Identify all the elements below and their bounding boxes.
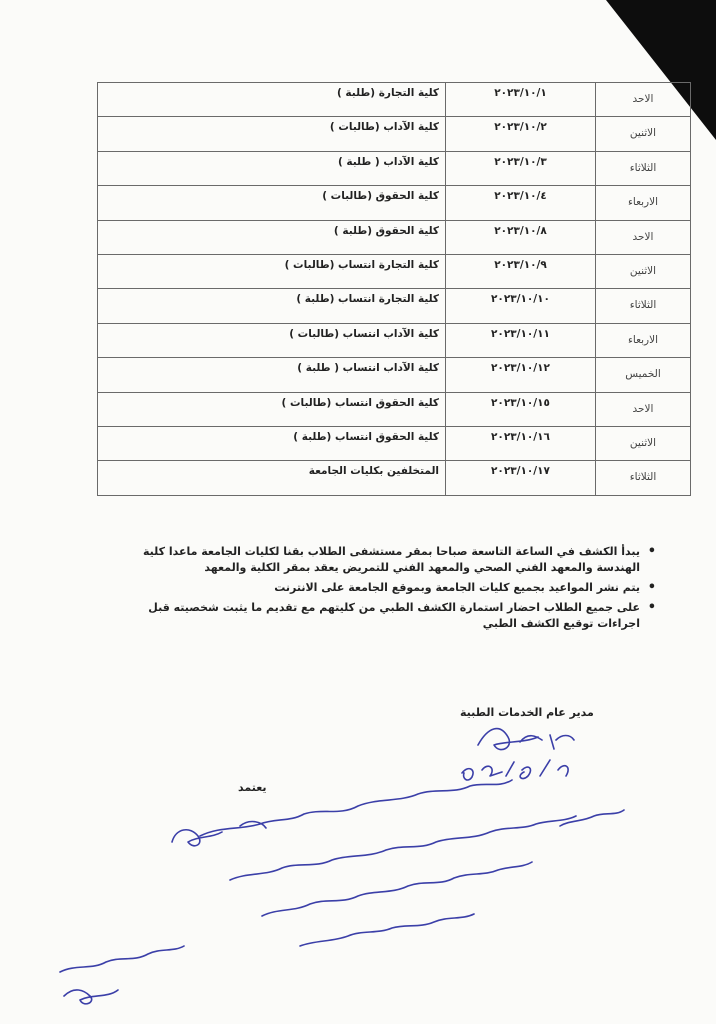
day-cell: الاحد <box>596 220 691 254</box>
note-item: • يتم نشر المواعيد بجميع كليات الجامعة وبموقع الجامعة على الانترنت <box>130 580 640 596</box>
date-cell: ٢٠٢٣/١٠/١٥ <box>446 392 596 426</box>
date-cell: ٢٠٢٣/١٠/١١ <box>446 323 596 357</box>
signature-date-scribble <box>462 760 568 780</box>
college-cell: كلية الحقوق انتساب (طلبة ) <box>98 426 446 460</box>
college-cell: كلية الحقوق انتساب (طالبات ) <box>98 392 446 426</box>
day-cell: الاثنين <box>596 117 691 151</box>
college-cell: كلية التجارة انتساب (طالبات ) <box>98 254 446 288</box>
date-cell: ٢٠٢٣/١٠/٨ <box>446 220 596 254</box>
day-cell: الاحد <box>596 392 691 426</box>
day-cell: الثلاثاء <box>596 461 691 495</box>
date-cell: ٢٠٢٣/١٠/١ <box>446 83 596 117</box>
college-cell: كلية الآداب انتساب (طالبات ) <box>98 323 446 357</box>
day-cell: الاثنين <box>596 426 691 460</box>
day-cell: الثلاثاء <box>596 151 691 185</box>
approval-handwriting-line-1 <box>200 780 624 836</box>
day-cell: الثلاثاء <box>596 289 691 323</box>
day-cell: الاحد <box>596 83 691 117</box>
date-cell: ٢٠٢٣/١٠/١٠ <box>446 289 596 323</box>
day-cell: الاربعاء <box>596 323 691 357</box>
college-cell: المتخلفين بكليات الجامعة <box>98 461 446 495</box>
day-cell: الاثنين <box>596 254 691 288</box>
day-cell: الخميس <box>596 358 691 392</box>
college-cell: كلية التجارة انتساب (طلبة ) <box>98 289 446 323</box>
college-cell: كلية الحقوق (طالبات ) <box>98 186 446 220</box>
note-item: • يبدأ الكشف في الساعة التاسعة صباحا بمقر مستشفى الطلاب بقنا لكليات الجامعة ماعدا كلية الهندسة والمعهد الفني الصحي والمعهد الفني للتمريض يعقد بمقر الكلية والمعهد <box>130 544 640 576</box>
day-cell: الاربعاء <box>596 186 691 220</box>
college-cell: كلية الآداب انتساب ( طلبة ) <box>98 358 446 392</box>
date-cell: ٢٠٢٣/١٠/٤ <box>446 186 596 220</box>
director-signature <box>478 729 574 750</box>
date-cell: ٢٠٢٣/١٠/٩ <box>446 254 596 288</box>
approval-handwriting-line-4 <box>300 914 474 946</box>
director-title: مدير عام الخدمات الطبية <box>460 706 594 719</box>
date-cell: ٢٠٢٣/١٠/١٦ <box>446 426 596 460</box>
college-cell: كلية الحقوق (طلبة ) <box>98 220 446 254</box>
approve-label: يعتمد <box>238 781 267 794</box>
date-cell: ٢٠٢٣/١٠/٣ <box>446 151 596 185</box>
approval-handwriting-line-3 <box>262 862 532 916</box>
date-cell: ٢٠٢٣/١٠/٢ <box>446 117 596 151</box>
date-cell: ٢٠٢٣/١٠/١٧ <box>446 461 596 495</box>
college-cell: كلية الآداب ( طلبة ) <box>98 151 446 185</box>
date-cell: ٢٠٢٣/١٠/١٢ <box>446 358 596 392</box>
approval-handwriting-line-2 <box>230 816 576 880</box>
lower-note-handwriting <box>60 946 184 1004</box>
note-item: • على جميع الطلاب احضار استمارة الكشف الطبي من كليتهم مع تقديم ما يثبت شخصيته قبل اجراءات توقيع الكشف الطبي <box>130 600 640 632</box>
college-cell: كلية التجارة (طلبة ) <box>98 83 446 117</box>
college-cell: كلية الآداب (طالبات ) <box>98 117 446 151</box>
